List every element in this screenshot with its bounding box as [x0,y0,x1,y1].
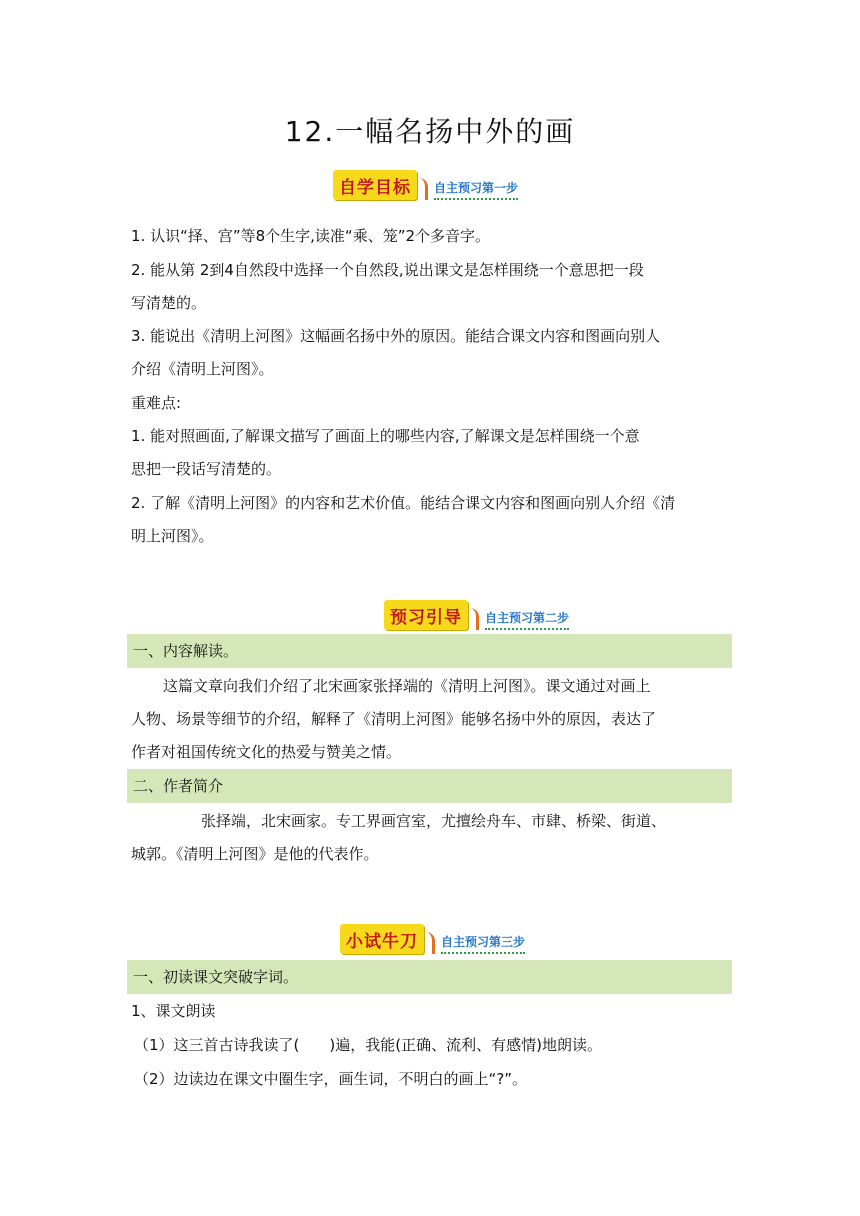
content-paragraph-line: 人物、场景等细节的介绍，解释了《清明上河图》能够名扬中外的原因，表达了 [131,710,657,728]
content-paragraph-line: 作者对祖国传统文化的热爱与赞美之情。 [131,743,402,761]
flag-icon [426,932,435,954]
key-points-heading: 重难点: [131,394,182,412]
page-title: 12.一幅名扬中外的画 [284,115,576,148]
goal-line: 写清楚的。 [131,294,207,312]
badge-sublabel: 自主预习第三步 [441,933,525,954]
badge-sublabel: 自主预习第二步 [485,609,569,630]
practice-line: （1）这三首古诗我读了( )遍，我能(正确、流利、有感情)地朗读。 [134,1036,602,1054]
goal-line: 2. 能从第 2到4自然段中选择一个自然段,说出课文是怎样围绕一个意思把一段 [131,261,644,279]
goal-line: 明上河图》。 [131,527,214,545]
practice-line: 1、课文朗读 [131,1002,216,1020]
section-badge-preview-guide [384,600,569,630]
goal-line: 介绍《清明上河图》。 [131,360,274,378]
section-badge-self-study-goals [333,170,518,200]
flag-icon [470,608,479,630]
goal-line: 思把一段话写清楚的。 [131,460,282,478]
author-paragraph-line: 张择端，北宋画家。专工界画宫室，尤擅绘舟车、市肆、桥梁、街道、 [201,812,667,830]
author-paragraph-line: 城郭。《清明上河图》是他的代表作。 [131,845,379,863]
badge-sublabel: 自主预习第一步 [434,179,518,200]
section-heading-content: 一、内容解读。 [127,634,732,668]
badge-label: 小试牛刀 [340,924,424,954]
goal-line: 2. 了解《清明上河图》的内容和艺术价值。能结合课文内容和图画向别人介绍《清 [131,494,676,512]
content-paragraph-line: 这篇文章向我们介绍了北宋画家张择端的《清明上河图》。课文通过对画上 [163,677,651,695]
goal-line: 1. 能对照画面,了解课文描写了画面上的哪些内容,了解课文是怎样围绕一个意 [131,427,640,445]
badge-label: 预习引导 [384,600,468,630]
goal-line: 1. 认识“择、宫”等8个生字,读准“乘、笼”2个多音字。 [131,227,491,245]
section-heading-author: 二、作者简介 [127,769,732,803]
section-heading-first-read: 一、初读课文突破字词。 [127,960,732,994]
goal-line: 3. 能说出《清明上河图》这幅画名扬中外的原因。能结合课文内容和图画向别人 [131,327,661,345]
practice-line: （2）边读边在课文中圈生字，画生词，不明白的画上“?”。 [134,1070,528,1088]
flag-icon [419,178,428,200]
section-badge-try-it [340,924,525,954]
badge-label: 自学目标 [333,170,417,200]
